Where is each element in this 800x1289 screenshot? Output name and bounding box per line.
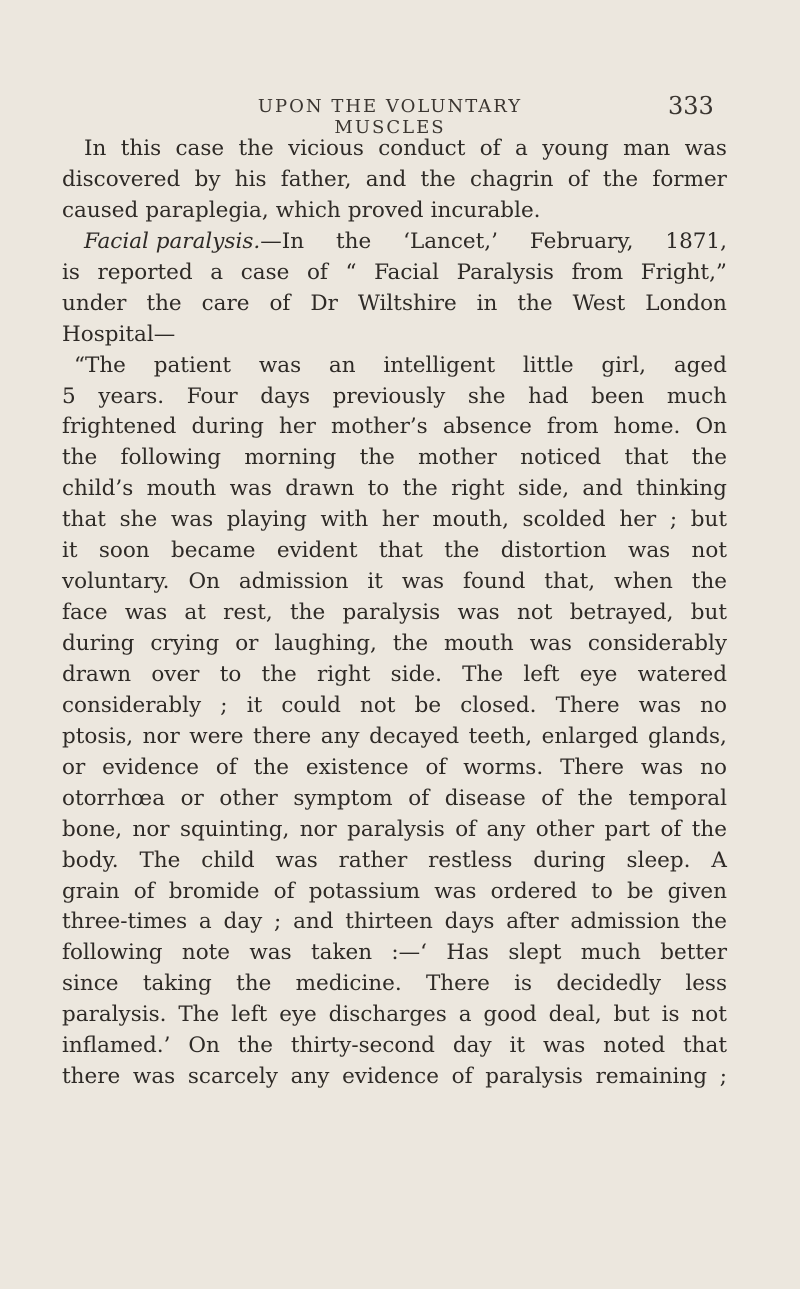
text-line: since taking the medicine. There is decidedly less: [62, 971, 727, 997]
text-line: following note was taken :—‘ Has slept much better: [62, 940, 727, 966]
text-line: or evidence of the existence of worms. There was no: [62, 754, 727, 780]
text-line: voluntary. On admission it was found that, when the: [62, 569, 727, 595]
text-line: Facial paralysis.—In the ‘Lancet,’ February, 1871,: [84, 228, 727, 254]
text-line: discovered by his father, and the chagrin of the former: [62, 166, 727, 192]
text-line: face was at rest, the paralysis was not betrayed, but: [62, 600, 727, 626]
text-line: is reported a case of “ Facial Paralysis from Fright,”: [62, 259, 727, 285]
text-line: ptosis, nor were there any decayed teeth, enlarged glands,: [62, 723, 727, 749]
italic-heading: Facial paralysis.: [84, 228, 261, 254]
body-text: [62, 134, 727, 1093]
text-line: grain of bromide of potassium was ordered to be given: [62, 878, 727, 904]
running-title: UPON THE VOLUNTARY MUSCLES: [257, 96, 523, 138]
text-line: Hospital—: [62, 321, 176, 347]
page-number: 333: [668, 92, 714, 120]
text-line: during crying or laughing, the mouth was considerably: [62, 631, 727, 656]
text-line: paralysis. The left eye discharges a good deal, but is not: [62, 1002, 727, 1028]
text-line: there was scarcely any evidence of paralysis remaining ;: [62, 1064, 727, 1090]
text-line: bone, nor squinting, nor paralysis of any other part of the: [62, 816, 727, 842]
text-line: “The patient was an intelligent little girl, aged: [74, 352, 727, 378]
text-line: three-times a day ; and thirteen days after admission the: [62, 909, 727, 935]
text-line: frightened during her mother’s absence from home. On: [62, 414, 727, 440]
text-line: 5 years. Four days previously she had been much: [62, 383, 727, 409]
text-line: it soon became evident that the distortion was not: [62, 538, 727, 564]
text-line: In this case the vicious conduct of a young man was: [84, 136, 727, 161]
text-line: otorrhœa or other symptom of disease of the temporal: [62, 785, 727, 811]
text-line: inflamed.’ On the thirty-second day it was noted that: [62, 1033, 727, 1059]
text-line: considerably ; it could not be closed. There was no: [62, 692, 727, 718]
text-line: that she was playing with her mouth, scolded her ; but: [62, 507, 727, 533]
text-line: drawn over to the right side. The left eye watered: [62, 661, 727, 687]
text-line: caused paraplegia, which proved incurable.: [62, 197, 541, 223]
text-line: the following morning the mother noticed that the: [62, 445, 727, 471]
text-line: body. The child was rather restless during sleep. A: [62, 847, 727, 873]
text-line: under the care of Dr Wiltshire in the West London: [62, 290, 727, 316]
text-line: child’s mouth was drawn to the right side, and thinking: [62, 476, 727, 502]
